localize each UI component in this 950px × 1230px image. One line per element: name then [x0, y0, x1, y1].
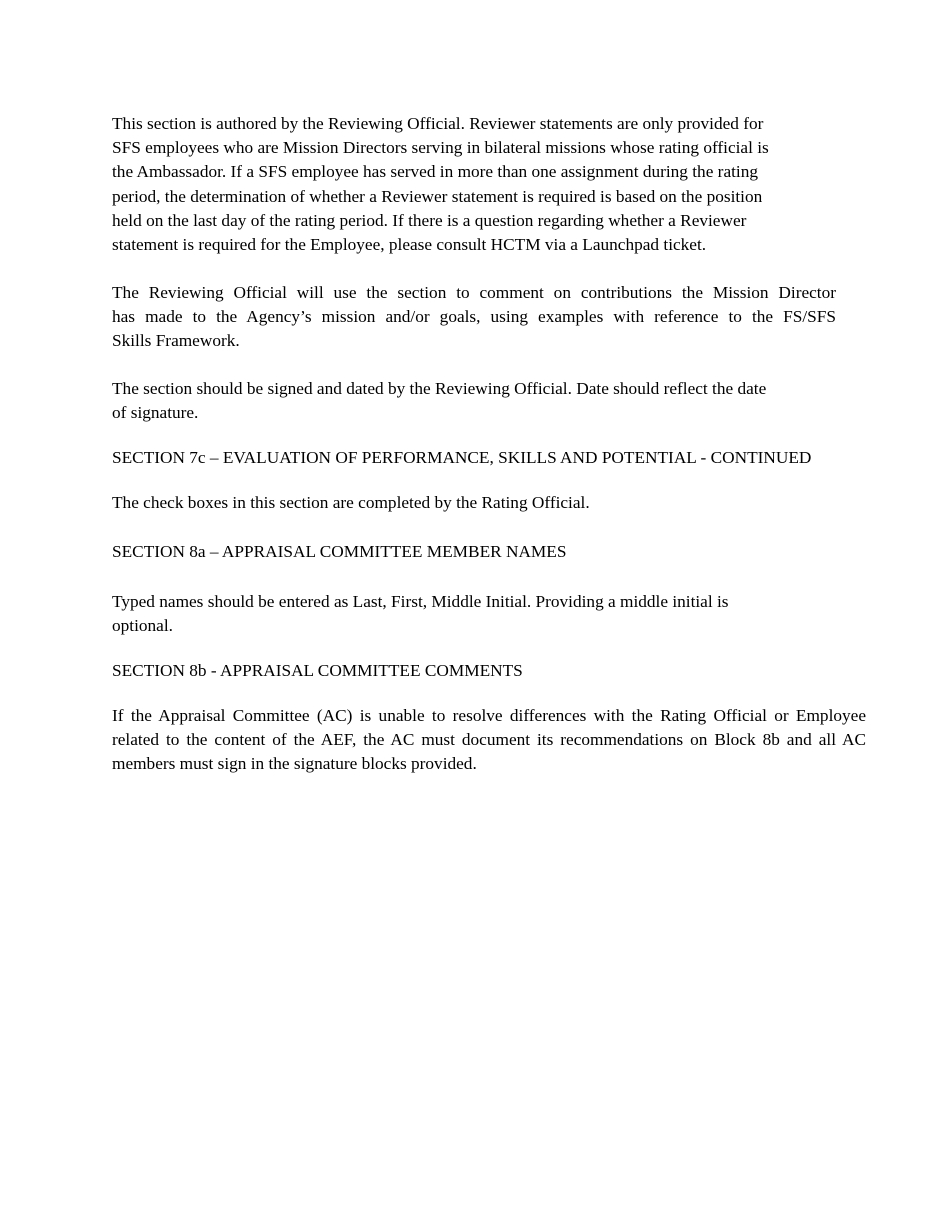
paragraph-line: period, the determination of whether a Reviewer statement is required is based on the position [112, 186, 763, 206]
paragraph-line: of signature. [112, 403, 199, 423]
paragraph-line: SFS employees who are Mission Directors serving in bilateral missions whose rating official is [112, 138, 769, 158]
section-8a-paragraph [112, 590, 729, 638]
section-8a-heading: SECTION 8a – APPRAISAL COMMITTEE MEMBER NAMES [112, 542, 567, 561]
paragraph-line: Typed names should be entered as Last, First, Middle Initial. Providing a middle initial is [112, 592, 729, 611]
paragraph-line: If the Appraisal Committee (AC) is unable to resolve differences with the Rating Official or Employee [112, 706, 866, 725]
section-7c-paragraph [112, 491, 590, 515]
section-8b-paragraph [112, 704, 866, 777]
section-8b-heading: SECTION 8b - APPRAISAL COMMITTEE COMMENTS [112, 661, 523, 680]
paragraph-line: The Reviewing Official will use the section to comment on contributions the Mission Director [112, 283, 836, 302]
paragraph-line: Skills Framework. [112, 331, 240, 351]
paragraph-line: The section should be signed and dated by the Reviewing Official. Date should reflect the date [112, 379, 767, 398]
paragraph-line: statement is required for the Employee, please consult HCTM via a Launchpad ticket. [112, 235, 707, 255]
paragraph-line: optional. [112, 616, 173, 636]
paragraph-line: members must sign in the signature blocks provided. [112, 754, 477, 774]
reviewer-use-paragraph [112, 281, 836, 354]
paragraph-line: held on the last day of the rating period. If there is a question regarding whether a Reviewer [112, 210, 747, 230]
paragraph-line: The check boxes in this section are completed by the Rating Official. [112, 493, 590, 512]
paragraph-line: the Ambassador. If a SFS employee has served in more than one assignment during the rating [112, 162, 758, 182]
paragraph-line: has made to the Agency’s mission and/or goals, using examples with reference to the FS/SFS [112, 307, 836, 327]
section-7c-heading: SECTION 7c – EVALUATION OF PERFORMANCE, SKILLS AND POTENTIAL - CONTINUED [112, 448, 812, 467]
reviewer-signature-paragraph [112, 377, 766, 425]
paragraph-line: related to the content of the AEF, the AC must document its recommendations on Block 8b and all AC [112, 730, 866, 750]
paragraph-line: This section is authored by the Reviewing Official. Reviewer statements are only provided for [112, 114, 764, 133]
reviewer-intro-paragraph [112, 112, 769, 257]
